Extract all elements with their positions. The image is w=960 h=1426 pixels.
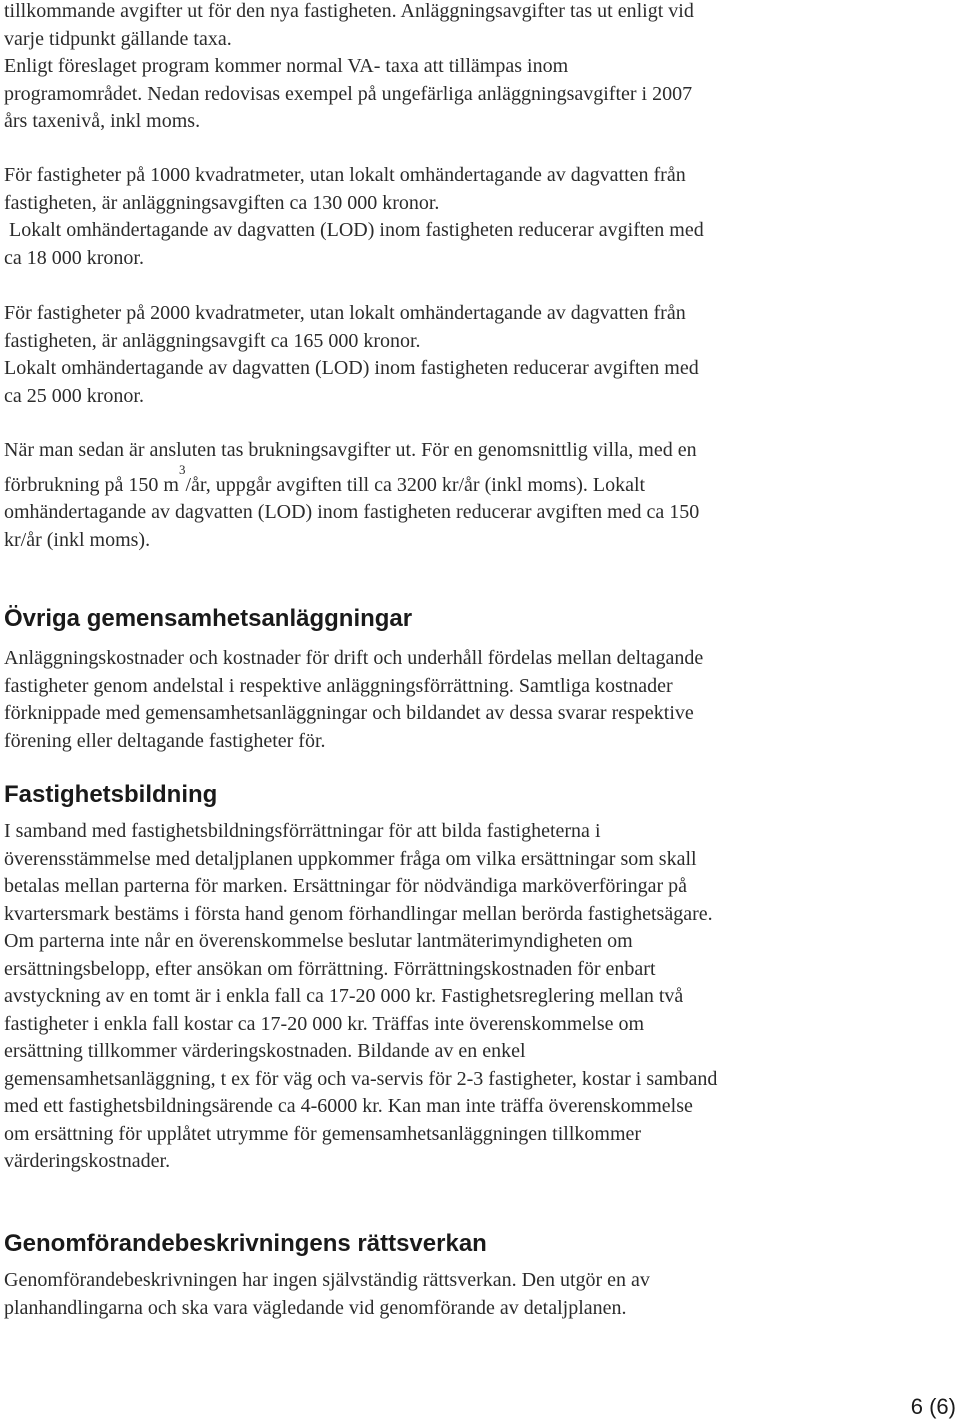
text-line: betalas mellan parterna för marken. Ersättningar för nödvändiga marköverföringar på xyxy=(4,875,688,897)
text-line: fastigheter i enkla fall kostar ca 17-20 000 kr. Träffas inte överenskommelse om xyxy=(4,1012,645,1035)
text-line: tillkommande avgifter ut för den nya fastigheten. Anläggningsavgifter tas ut enligt vid xyxy=(4,0,694,22)
text-line: För fastigheter på 1000 kvadratmeter, utan lokalt omhändertagande av dagvatten från xyxy=(4,164,686,186)
text-line: förening eller deltagande fastigheter för. xyxy=(4,729,326,752)
text-line: gemensamhetsanläggning, t ex för väg och va-servis för 2-3 fastigheter, kostar i samband xyxy=(4,1067,718,1090)
text-line: fastigheten, är anläggningsavgift ca 165 000 kronor. xyxy=(4,329,421,352)
text-line: När man sedan är ansluten tas brukningsavgifter ut. För en genomsnittlig villa, med en xyxy=(4,439,697,461)
text-line: För fastigheter på 2000 kvadratmeter, utan lokalt omhändertagande av dagvatten från xyxy=(4,302,686,324)
text-line: ersättningsbelopp, efter ansökan om förrättning. Förrättningskostnaden för enbart xyxy=(4,957,656,980)
text-line: avstyckning av en tomt är i enkla fall ca 17-20 000 kr. Fastighetsreglering mellan två xyxy=(4,985,684,1007)
text-line: värderingskostnader. xyxy=(4,1150,171,1172)
text-line: års taxenivå, inkl moms. xyxy=(4,110,201,132)
text-line: programområdet. Nedan redovisas exempel på ungefärliga anläggningsavgifter i 2007 xyxy=(4,82,693,105)
text-line: Enligt föreslaget program kommer normal VA- taxa att tillämpas inom xyxy=(4,55,569,77)
property-formation-paragraph xyxy=(4,818,717,1176)
text-line: med ett fastighetsbildningsärende ca 4-6000 kr. Kan man inte träffa överenskommelse xyxy=(4,1095,693,1117)
text-line xyxy=(4,461,699,500)
text-line: ca 18 000 kronor. xyxy=(4,246,144,269)
text-line: överensstämmelse med detaljplanen uppkommer fråga om vilka ersättningar som skall xyxy=(4,847,697,870)
text-line: ersättning tillkommer värderingskostnaden. Bildande av en enkel xyxy=(4,1040,526,1062)
text-line: Om parterna inte når en överenskommelse beslutar lantmäterimyndigheten om xyxy=(4,930,633,952)
intro-paragraph xyxy=(4,0,694,136)
text-line: I samband med fastighetsbildningsförrättningar för att bilda fastigheterna i xyxy=(4,820,601,842)
text-line: om ersättning för upplåtet utrymme för gemensamhetsanläggningen tillkommer xyxy=(4,1122,642,1145)
joint-facilities-paragraph xyxy=(4,645,703,755)
text-line: kvartersmark bestäms i första hand genom förhandlingar mellan berörda fastighetsägare. xyxy=(4,902,713,925)
example-1000-paragraph xyxy=(4,162,704,272)
text-line-start: förbrukning på 150 m xyxy=(4,473,179,496)
section-heading-joint-facilities: Övriga gemensamhetsanläggningar xyxy=(4,605,413,632)
text-line: fastigheten, är anläggningsavgiften ca 130 000 kronor. xyxy=(4,191,440,214)
text-line: Genomförandebeskrivningen har ingen självständig rättsverkan. Den utgör en av xyxy=(4,1269,650,1291)
legal-effect-paragraph xyxy=(4,1267,650,1322)
usage-fee-paragraph xyxy=(4,437,699,554)
section-heading-property-formation: Fastighetsbildning xyxy=(4,781,218,808)
text-line: fastigheter genom andelstal i respektive anläggningsförrättning. Samtliga kostnader xyxy=(4,674,673,697)
text-line: planhandlingarna och ska vara vägledande vid genomförande av detaljplanen. xyxy=(4,1296,627,1319)
text-line: ca 25 000 kronor. xyxy=(4,384,144,407)
text-line: förknippade med gemensamhetsanläggningar och bildandet av dessa svarar respektive xyxy=(4,702,694,724)
example-2000-paragraph xyxy=(4,300,699,410)
section-heading-legal-effect: Genomförandebeskrivningens rättsverkan xyxy=(4,1230,487,1257)
text-line: omhändertagande av dagvatten (LOD) inom fastigheten reducerar avgiften med ca 150 xyxy=(4,501,700,523)
text-line: Anläggningskostnader och kostnader för drift och underhåll fördelas mellan deltagande xyxy=(4,647,704,669)
text-line: kr/år (inkl moms). xyxy=(4,528,151,551)
text-line: varje tidpunkt gällande taxa. xyxy=(4,27,232,50)
text-line: Lokalt omhändertagande av dagvatten (LOD) inom fastigheten reducerar avgiften med xyxy=(4,219,704,241)
superscript-exponent: 3 xyxy=(178,461,186,477)
text-line-end: /år, uppgår avgiften till ca 3200 kr/år (inkl moms). Lokalt xyxy=(185,473,646,496)
page-number: 6 (6) xyxy=(910,1394,956,1419)
text-line: Lokalt omhändertagande av dagvatten (LOD) inom fastigheten reducerar avgiften med xyxy=(4,357,699,379)
